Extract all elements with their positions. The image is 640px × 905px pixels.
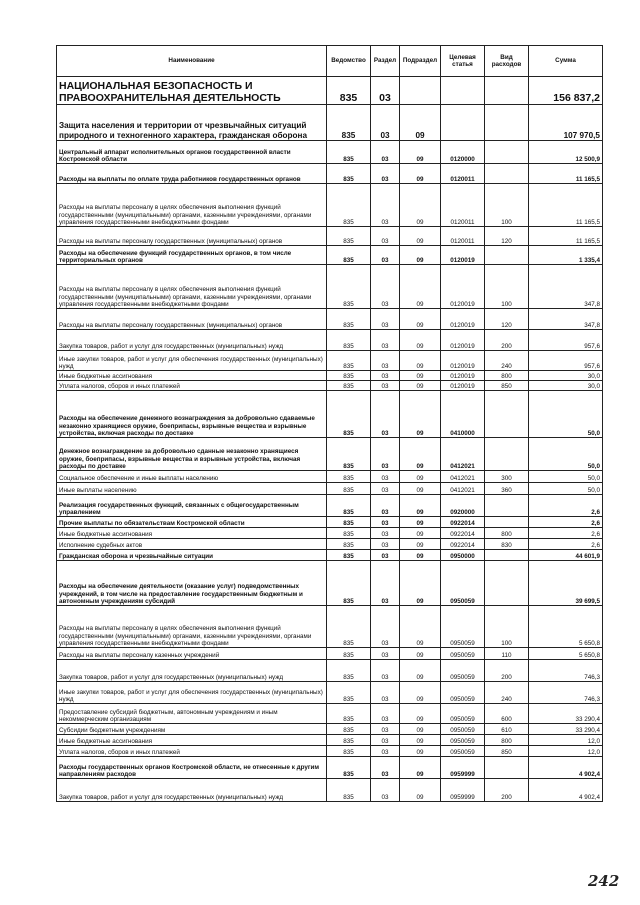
cell-target: 0922014 bbox=[441, 539, 485, 550]
cell-subsection: 09 bbox=[400, 704, 441, 724]
table-row bbox=[57, 471, 603, 483]
cell-target: 0120000 bbox=[441, 141, 485, 164]
table-row bbox=[57, 779, 603, 802]
cell-name: Расходы на выплаты персоналу в целях обеспечения выполнения функций государственными (муниципальными) органами, казенными учреждениями, органами управления государственными внебюджетными фондами bbox=[57, 184, 327, 227]
cell-subsection: 09 bbox=[400, 471, 441, 483]
cell-target: 0412021 bbox=[441, 483, 485, 495]
cell-target: 0120011 bbox=[441, 164, 485, 184]
cell-exptype bbox=[485, 77, 529, 105]
cell-dept: 835 bbox=[327, 704, 371, 724]
cell-name: Иные бюджетные ассигнования bbox=[57, 371, 327, 381]
cell-section: 03 bbox=[371, 184, 400, 227]
cell-dept: 835 bbox=[327, 246, 371, 265]
cell-section: 03 bbox=[371, 227, 400, 246]
table-row bbox=[57, 528, 603, 539]
cell-name: Расходы на выплаты персоналу в целях обеспечения выполнения функций государственными (муниципальными) органами, казенными учреждениями, органами управления государственными внебюджетными фондами bbox=[57, 265, 327, 309]
budget-table-sheet bbox=[56, 45, 602, 802]
cell-subsection: 09 bbox=[400, 371, 441, 381]
table-row bbox=[57, 561, 603, 606]
cell-target: 0120019 bbox=[441, 265, 485, 309]
table-row bbox=[57, 704, 603, 724]
cell-subsection: 09 bbox=[400, 724, 441, 735]
cell-sum: 30,0 bbox=[529, 371, 603, 381]
cell-subsection: 09 bbox=[400, 528, 441, 539]
cell-exptype bbox=[485, 246, 529, 265]
cell-dept: 835 bbox=[327, 724, 371, 735]
cell-subsection: 09 bbox=[400, 330, 441, 351]
table-row bbox=[57, 517, 603, 528]
cell-target bbox=[441, 77, 485, 105]
cell-exptype bbox=[485, 164, 529, 184]
table-row bbox=[57, 77, 603, 105]
cell-sum: 957,6 bbox=[529, 351, 603, 371]
cell-name: Иные закупки товаров, работ и услуг для обеспечения государственных (муниципальных) нужд bbox=[57, 682, 327, 704]
cell-name: Исполнение судебных актов bbox=[57, 539, 327, 550]
table-row bbox=[57, 746, 603, 757]
cell-sum: 12 500,9 bbox=[529, 141, 603, 164]
cell-target: 0922014 bbox=[441, 517, 485, 528]
cell-section: 03 bbox=[371, 660, 400, 682]
header-subsection: Подраздел bbox=[400, 46, 441, 77]
cell-target: 0120019 bbox=[441, 351, 485, 371]
cell-sum: 39 699,5 bbox=[529, 561, 603, 606]
cell-dept: 835 bbox=[327, 735, 371, 746]
cell-section: 03 bbox=[371, 371, 400, 381]
cell-sum: 33 290,4 bbox=[529, 724, 603, 735]
table-row bbox=[57, 660, 603, 682]
cell-subsection: 09 bbox=[400, 682, 441, 704]
cell-section: 03 bbox=[371, 330, 400, 351]
table-header-row bbox=[57, 46, 603, 77]
cell-section: 03 bbox=[371, 351, 400, 371]
header-name: Наименование bbox=[57, 46, 327, 77]
cell-sum: 746,3 bbox=[529, 660, 603, 682]
cell-sum: 107 970,5 bbox=[529, 105, 603, 141]
cell-sum: 30,0 bbox=[529, 381, 603, 391]
header-dept: Ведомство bbox=[327, 46, 371, 77]
table-row bbox=[57, 309, 603, 330]
cell-sum: 33 290,4 bbox=[529, 704, 603, 724]
cell-target: 0412021 bbox=[441, 471, 485, 483]
table-row bbox=[57, 246, 603, 265]
cell-dept: 835 bbox=[327, 539, 371, 550]
cell-sum: 156 837,2 bbox=[529, 77, 603, 105]
cell-name: Расходы на выплаты персоналу в целях обеспечения выполнения функций государственными (муниципальными) органами, казенными учреждениями, органами управления государственными внебюджетными фондами bbox=[57, 606, 327, 648]
cell-dept: 835 bbox=[327, 164, 371, 184]
cell-dept: 835 bbox=[327, 779, 371, 802]
cell-dept: 835 bbox=[327, 371, 371, 381]
cell-sum: 4 902,4 bbox=[529, 779, 603, 802]
cell-target: 0959999 bbox=[441, 779, 485, 802]
cell-subsection: 09 bbox=[400, 351, 441, 371]
cell-exptype bbox=[485, 550, 529, 561]
cell-exptype bbox=[485, 391, 529, 438]
cell-section: 03 bbox=[371, 495, 400, 517]
cell-section: 03 bbox=[371, 77, 400, 105]
cell-subsection: 09 bbox=[400, 757, 441, 779]
cell-dept: 835 bbox=[327, 606, 371, 648]
table-row bbox=[57, 227, 603, 246]
cell-target: 0950059 bbox=[441, 735, 485, 746]
cell-name: Денежное вознаграждение за добровольно сданные незаконно хранящиеся оружие, боеприпасы, взрывные вещества и взрывные устройства, включая расходы по доставке bbox=[57, 438, 327, 471]
cell-section: 03 bbox=[371, 381, 400, 391]
cell-name: Уплата налогов, сборов и иных платежей bbox=[57, 381, 327, 391]
cell-section: 03 bbox=[371, 704, 400, 724]
cell-section: 03 bbox=[371, 735, 400, 746]
cell-exptype: 240 bbox=[485, 351, 529, 371]
table-row bbox=[57, 735, 603, 746]
cell-sum: 957,6 bbox=[529, 330, 603, 351]
cell-section: 03 bbox=[371, 391, 400, 438]
budget-table bbox=[56, 45, 603, 802]
cell-exptype bbox=[485, 105, 529, 141]
cell-name: Социальное обеспечение и иные выплаты населению bbox=[57, 471, 327, 483]
cell-exptype: 200 bbox=[485, 660, 529, 682]
cell-dept: 835 bbox=[327, 746, 371, 757]
cell-target: 0120019 bbox=[441, 371, 485, 381]
cell-dept: 835 bbox=[327, 351, 371, 371]
cell-dept: 835 bbox=[327, 184, 371, 227]
cell-subsection: 09 bbox=[400, 495, 441, 517]
table-row bbox=[57, 351, 603, 371]
cell-target: 0120011 bbox=[441, 184, 485, 227]
cell-target: 0922014 bbox=[441, 528, 485, 539]
cell-target: 0950059 bbox=[441, 724, 485, 735]
cell-dept: 835 bbox=[327, 381, 371, 391]
cell-target: 0950059 bbox=[441, 648, 485, 660]
cell-exptype: 100 bbox=[485, 184, 529, 227]
cell-exptype bbox=[485, 495, 529, 517]
cell-subsection: 09 bbox=[400, 184, 441, 227]
cell-exptype: 200 bbox=[485, 330, 529, 351]
cell-section: 03 bbox=[371, 550, 400, 561]
table-row bbox=[57, 184, 603, 227]
cell-subsection: 09 bbox=[400, 164, 441, 184]
cell-exptype bbox=[485, 517, 529, 528]
cell-name: Иные бюджетные ассигнования bbox=[57, 528, 327, 539]
cell-section: 03 bbox=[371, 648, 400, 660]
cell-subsection: 09 bbox=[400, 309, 441, 330]
cell-target bbox=[441, 105, 485, 141]
cell-target: 0920000 bbox=[441, 495, 485, 517]
cell-target: 0950059 bbox=[441, 561, 485, 606]
table-body bbox=[57, 77, 603, 802]
cell-exptype: 610 bbox=[485, 724, 529, 735]
cell-section: 03 bbox=[371, 164, 400, 184]
cell-name: Расходы на выплаты по оплате труда работников государственных органов bbox=[57, 164, 327, 184]
cell-exptype: 100 bbox=[485, 265, 529, 309]
cell-subsection bbox=[400, 77, 441, 105]
cell-target: 0120019 bbox=[441, 330, 485, 351]
cell-sum: 5 650,8 bbox=[529, 648, 603, 660]
table-row bbox=[57, 330, 603, 351]
cell-name: Расходы на выплаты персоналу государственных (муниципальных) органов bbox=[57, 309, 327, 330]
table-row bbox=[57, 550, 603, 561]
cell-sum: 12,0 bbox=[529, 746, 603, 757]
cell-subsection: 09 bbox=[400, 550, 441, 561]
cell-sum: 50,0 bbox=[529, 438, 603, 471]
table-row bbox=[57, 495, 603, 517]
cell-dept: 835 bbox=[327, 141, 371, 164]
cell-subsection: 09 bbox=[400, 141, 441, 164]
cell-target: 0120019 bbox=[441, 381, 485, 391]
cell-name: Расходы государственных органов Костромской области, не отнесенные к другим направлениям расходов bbox=[57, 757, 327, 779]
cell-dept: 835 bbox=[327, 77, 371, 105]
table-row bbox=[57, 381, 603, 391]
table-row bbox=[57, 164, 603, 184]
cell-sum: 2,6 bbox=[529, 517, 603, 528]
cell-dept: 835 bbox=[327, 438, 371, 471]
cell-exptype: 360 bbox=[485, 483, 529, 495]
cell-exptype: 120 bbox=[485, 227, 529, 246]
cell-subsection: 09 bbox=[400, 561, 441, 606]
table-row bbox=[57, 141, 603, 164]
cell-dept: 835 bbox=[327, 391, 371, 438]
cell-sum: 11 165,5 bbox=[529, 164, 603, 184]
cell-dept: 835 bbox=[327, 682, 371, 704]
cell-subsection: 09 bbox=[400, 648, 441, 660]
cell-name: Иные закупки товаров, работ и услуг для обеспечения государственных (муниципальных) нужд bbox=[57, 351, 327, 371]
cell-name: Центральный аппарат исполнительных органов государственной власти Костромской области bbox=[57, 141, 327, 164]
cell-name: Закупка товаров, работ и услуг для государственных (муниципальных) нужд bbox=[57, 330, 327, 351]
cell-dept: 835 bbox=[327, 471, 371, 483]
table-row bbox=[57, 391, 603, 438]
header-section: Раздел bbox=[371, 46, 400, 77]
cell-dept: 835 bbox=[327, 330, 371, 351]
cell-subsection: 09 bbox=[400, 517, 441, 528]
table-row bbox=[57, 265, 603, 309]
cell-section: 03 bbox=[371, 438, 400, 471]
cell-section: 03 bbox=[371, 746, 400, 757]
cell-subsection: 09 bbox=[400, 105, 441, 141]
cell-sum: 5 650,8 bbox=[529, 606, 603, 648]
cell-dept: 835 bbox=[327, 265, 371, 309]
cell-sum: 50,0 bbox=[529, 391, 603, 438]
cell-exptype: 200 bbox=[485, 779, 529, 802]
cell-subsection: 09 bbox=[400, 265, 441, 309]
cell-name: Субсидии бюджетным учреждениям bbox=[57, 724, 327, 735]
cell-sum: 2,6 bbox=[529, 528, 603, 539]
cell-name: Гражданская оборона и чрезвычайные ситуации bbox=[57, 550, 327, 561]
cell-section: 03 bbox=[371, 724, 400, 735]
cell-exptype: 240 bbox=[485, 682, 529, 704]
cell-dept: 835 bbox=[327, 495, 371, 517]
cell-sum: 1 335,4 bbox=[529, 246, 603, 265]
cell-name: Предоставление субсидий бюджетным, автономным учреждениям и иным некоммерческим организациям bbox=[57, 704, 327, 724]
cell-subsection: 09 bbox=[400, 606, 441, 648]
cell-sum: 50,0 bbox=[529, 483, 603, 495]
cell-target: 0120011 bbox=[441, 227, 485, 246]
cell-target: 0950059 bbox=[441, 704, 485, 724]
page-number: 242 bbox=[588, 872, 620, 890]
cell-exptype: 850 bbox=[485, 381, 529, 391]
cell-target: 0410000 bbox=[441, 391, 485, 438]
table-row bbox=[57, 105, 603, 141]
cell-subsection: 09 bbox=[400, 539, 441, 550]
cell-sum: 347,8 bbox=[529, 309, 603, 330]
cell-target: 0412021 bbox=[441, 438, 485, 471]
cell-subsection: 09 bbox=[400, 735, 441, 746]
cell-section: 03 bbox=[371, 561, 400, 606]
cell-exptype: 800 bbox=[485, 735, 529, 746]
cell-dept: 835 bbox=[327, 483, 371, 495]
cell-name: Расходы на выплаты персоналу государственных (муниципальных) органов bbox=[57, 227, 327, 246]
cell-target: 0950000 bbox=[441, 550, 485, 561]
cell-exptype: 800 bbox=[485, 528, 529, 539]
cell-target: 0950059 bbox=[441, 660, 485, 682]
cell-target: 0959999 bbox=[441, 757, 485, 779]
cell-name: Реализация государственных функций, связанных с общегосударственным управлением bbox=[57, 495, 327, 517]
cell-sum: 11 165,5 bbox=[529, 227, 603, 246]
cell-name: Закупка товаров, работ и услуг для государственных (муниципальных) нужд bbox=[57, 779, 327, 802]
cell-subsection: 09 bbox=[400, 746, 441, 757]
cell-sum: 44 601,9 bbox=[529, 550, 603, 561]
cell-section: 03 bbox=[371, 246, 400, 265]
cell-subsection: 09 bbox=[400, 660, 441, 682]
table-row bbox=[57, 539, 603, 550]
cell-name: Защита населения и территории от чрезвычайных ситуаций природного и техногенного характера, гражданская оборона bbox=[57, 105, 327, 141]
cell-sum: 50,0 bbox=[529, 471, 603, 483]
cell-section: 03 bbox=[371, 682, 400, 704]
table-row bbox=[57, 438, 603, 471]
cell-name: Прочие выплаты по обязательствам Костромской области bbox=[57, 517, 327, 528]
header-exptype: Вид расходов bbox=[485, 46, 529, 77]
cell-section: 03 bbox=[371, 539, 400, 550]
cell-section: 03 bbox=[371, 528, 400, 539]
cell-sum: 12,0 bbox=[529, 735, 603, 746]
cell-name: Иные выплаты населению bbox=[57, 483, 327, 495]
cell-name: Расходы на обеспечение денежного вознаграждения за добровольно сдаваемые незаконно хранящиеся оружие, боеприпасы, взрывные вещества и взрывные устройства, включая расходы по доставке bbox=[57, 391, 327, 438]
cell-exptype: 850 bbox=[485, 746, 529, 757]
cell-dept: 835 bbox=[327, 528, 371, 539]
cell-dept: 835 bbox=[327, 550, 371, 561]
cell-dept: 835 bbox=[327, 105, 371, 141]
cell-target: 0120019 bbox=[441, 246, 485, 265]
cell-name: Расходы на обеспечение функций государственных органов, в том числе территориальных органов bbox=[57, 246, 327, 265]
cell-exptype bbox=[485, 757, 529, 779]
cell-exptype: 800 bbox=[485, 371, 529, 381]
cell-sum: 4 902,4 bbox=[529, 757, 603, 779]
cell-dept: 835 bbox=[327, 757, 371, 779]
cell-exptype: 100 bbox=[485, 606, 529, 648]
cell-exptype bbox=[485, 561, 529, 606]
table-row bbox=[57, 648, 603, 660]
cell-sum: 11 165,5 bbox=[529, 184, 603, 227]
cell-sum: 2,6 bbox=[529, 539, 603, 550]
cell-name: Расходы на выплаты персоналу казенных учреждений bbox=[57, 648, 327, 660]
cell-subsection: 09 bbox=[400, 227, 441, 246]
cell-exptype bbox=[485, 141, 529, 164]
cell-name: Расходы на обеспечение деятельности (оказание услуг) подведомственных учреждений, в том числе на предоставление государственным бюджетным и автономным учреждениям субсидий bbox=[57, 561, 327, 606]
cell-target: 0120019 bbox=[441, 309, 485, 330]
cell-dept: 835 bbox=[327, 660, 371, 682]
cell-exptype: 600 bbox=[485, 704, 529, 724]
cell-subsection: 09 bbox=[400, 381, 441, 391]
cell-sum: 746,3 bbox=[529, 682, 603, 704]
cell-section: 03 bbox=[371, 105, 400, 141]
cell-dept: 835 bbox=[327, 561, 371, 606]
cell-subsection: 09 bbox=[400, 391, 441, 438]
cell-section: 03 bbox=[371, 606, 400, 648]
table-row bbox=[57, 606, 603, 648]
cell-name: Уплата налогов, сборов и иных платежей bbox=[57, 746, 327, 757]
table-row bbox=[57, 483, 603, 495]
cell-exptype: 120 bbox=[485, 309, 529, 330]
cell-section: 03 bbox=[371, 141, 400, 164]
cell-section: 03 bbox=[371, 779, 400, 802]
cell-name: Иные бюджетные ассигнования bbox=[57, 735, 327, 746]
cell-target: 0950059 bbox=[441, 746, 485, 757]
cell-subsection: 09 bbox=[400, 779, 441, 802]
header-target: Целевая статья bbox=[441, 46, 485, 77]
cell-sum: 2,6 bbox=[529, 495, 603, 517]
cell-subsection: 09 bbox=[400, 246, 441, 265]
cell-section: 03 bbox=[371, 265, 400, 309]
table-row bbox=[57, 724, 603, 735]
header-sum: Сумма bbox=[529, 46, 603, 77]
cell-dept: 835 bbox=[327, 309, 371, 330]
cell-exptype: 830 bbox=[485, 539, 529, 550]
table-row bbox=[57, 682, 603, 704]
cell-sum: 347,8 bbox=[529, 265, 603, 309]
cell-name: НАЦИОНАЛЬНАЯ БЕЗОПАСНОСТЬ И ПРАВООХРАНИТЕЛЬНАЯ ДЕЯТЕЛЬНОСТЬ bbox=[57, 77, 327, 105]
cell-name: Закупка товаров, работ и услуг для государственных (муниципальных) нужд bbox=[57, 660, 327, 682]
cell-dept: 835 bbox=[327, 227, 371, 246]
cell-section: 03 bbox=[371, 517, 400, 528]
table-row bbox=[57, 371, 603, 381]
cell-dept: 835 bbox=[327, 517, 371, 528]
cell-section: 03 bbox=[371, 483, 400, 495]
cell-exptype: 300 bbox=[485, 471, 529, 483]
cell-subsection: 09 bbox=[400, 483, 441, 495]
cell-exptype bbox=[485, 438, 529, 471]
cell-exptype: 110 bbox=[485, 648, 529, 660]
cell-target: 0950059 bbox=[441, 606, 485, 648]
cell-subsection: 09 bbox=[400, 438, 441, 471]
cell-section: 03 bbox=[371, 757, 400, 779]
table-row bbox=[57, 757, 603, 779]
cell-section: 03 bbox=[371, 309, 400, 330]
cell-dept: 835 bbox=[327, 648, 371, 660]
cell-section: 03 bbox=[371, 471, 400, 483]
cell-target: 0950059 bbox=[441, 682, 485, 704]
